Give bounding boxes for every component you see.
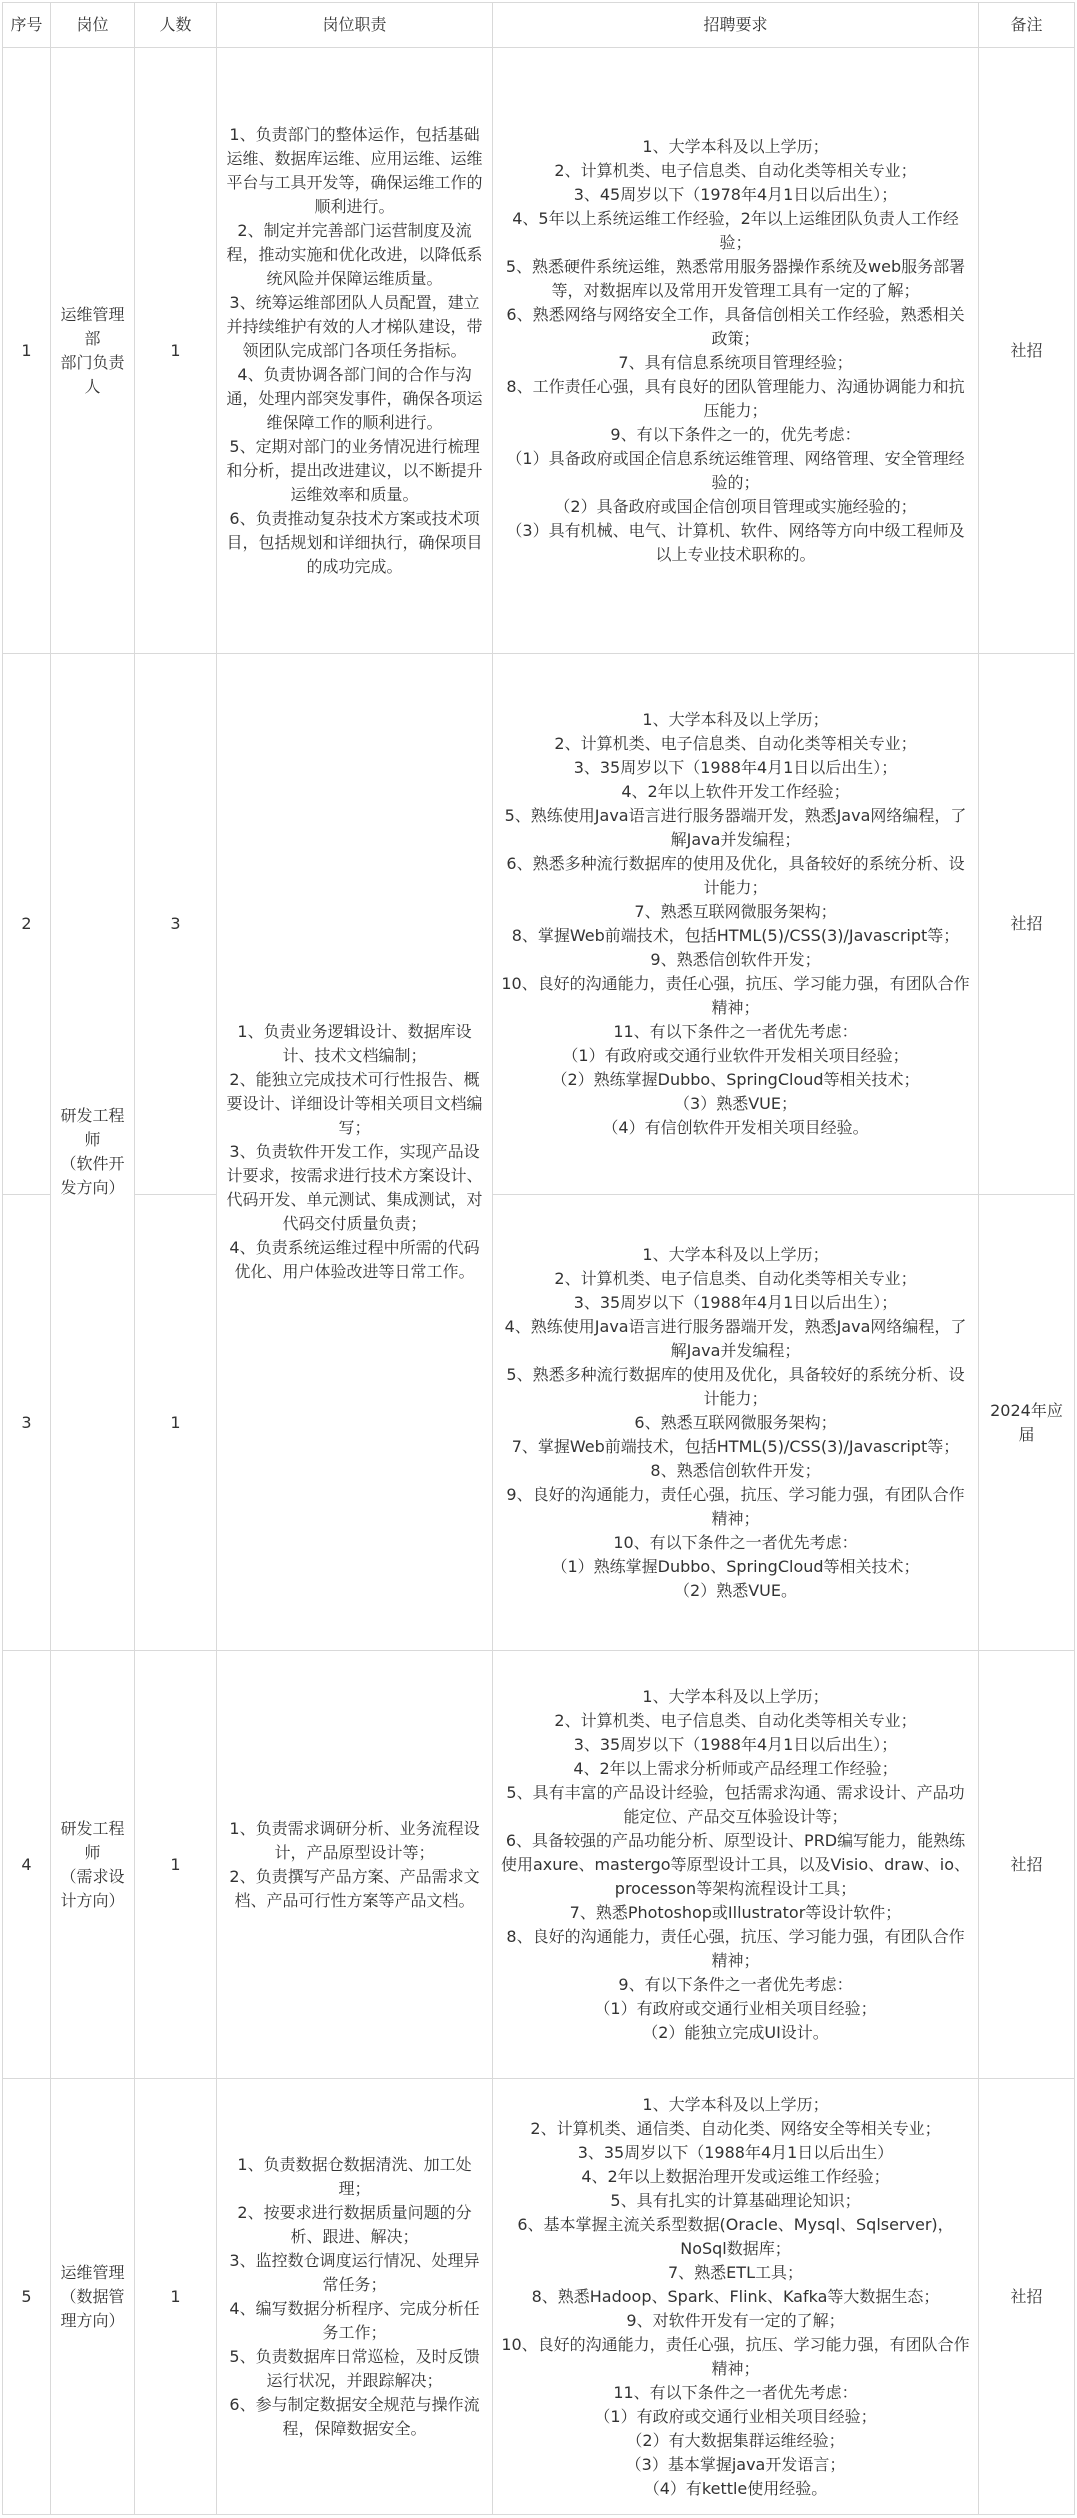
cell-line: （3）熟悉VUE； [674,1094,797,1113]
row-position: 研发工程师 （需求设计方向） [51,1651,135,2079]
cell-line: 8、熟悉Hadoop、Spark、Flink、Kafka等大数据生态； [531,2286,940,2306]
cell-line: 9、对软件开发有一定的了解； [626,2310,845,2330]
header-position: 岗位 [51,3,135,48]
cell-line: 6、基本掌握主流关系型数据(Oracle、Mysql、Sqlserver)，NoSql数据库； [517,2214,954,2258]
cell-line: 4、熟练使用Java语言进行服务器端开发，熟悉Java网络编程，了解Java并发编程； [504,1316,967,1360]
row-duties [217,48,493,654]
row-duties [217,1651,493,2079]
cell-line: 11、有以下条件之一者优先考虑： [613,1022,858,1041]
cell-line: 5、熟悉多种流行数据库的使用及优化，具备较好的系统分析、设计能力； [506,1364,965,1408]
row-no: 3 [3,1195,51,1651]
cell-line: 5、具有扎实的计算基础理论知识； [610,2190,861,2210]
cell-line: （3）基本掌握java开发语言； [625,2454,846,2474]
row-duties [217,654,493,1651]
table-row [3,48,1075,654]
cell-line: 7、熟悉ETL工具； [668,2262,803,2282]
header-row [3,3,1075,48]
cell-line: 11、有以下条件之一者优先考虑： [613,2382,858,2402]
cell-line: 2、计算机类、电子信息类、自动化类等相关专业； [554,734,917,753]
cell-line: 9、良好的沟通能力，责任心强，抗压、学习能力强，有团队合作精神； [506,1484,965,1528]
cell-line: 1、大学本科及以上学历； [642,1686,829,1706]
cell-line: 3、负责软件开发工作，实现产品设计要求，按需求进行技术方案设计、代码开发、单元测试、集成测试，对代码交付质量负责； [226,1142,483,1233]
cell-line: 2、负责撰写产品方案、产品需求文档、产品可行性方案等产品文档。 [229,1866,480,1910]
row-position: 运维管理部 部门负责人 [51,48,135,654]
cell-line: 6、熟悉互联网微服务架构； [634,1412,837,1432]
cell-line: 2、能独立完成技术可行性报告、概要设计、详细设计等相关项目文档编写； [226,1070,483,1137]
cell-line: 4、2年以上软件开发工作经验； [621,782,850,801]
cell-line: （1）熟练掌握Dubbo、SpringCloud等相关技术； [551,1556,920,1576]
table-row [3,654,1075,1195]
header-count: 人数 [135,3,217,48]
cell-line: （4）有kettle使用经验。 [643,2478,828,2498]
cell-line: 5、熟练使用Java语言进行服务器端开发，熟悉Java网络编程，了解Java并发编程； [504,806,967,849]
row-no: 4 [3,1651,51,2079]
cell-line: 7、具有信息系统项目管理经验； [618,352,853,372]
cell-line: 9、有以下条件之一者优先考虑： [618,1974,853,1994]
row-duties [217,2079,493,2515]
cell-line: 1、大学本科及以上学历； [642,710,829,729]
cell-line: 5、具有丰富的产品设计经验，包括需求沟通、需求设计、产品功能定位、产品交互体验设计等； [506,1782,965,1826]
cell-line: 5、定期对部门的业务情况进行梳理和分析，提出改进建议，以不断提升运维效率和质量。 [226,436,483,504]
cell-line: 10、有以下条件之一者优先考虑： [613,1532,858,1552]
cell-line: （3）具有机械、电气、计算机、软件、网络等方向中级工程师及以上专业技术职称的。 [506,520,965,564]
cell-line: 4、编写数据分析程序、完成分析任务工作； [229,2298,480,2342]
row-position: 研发工程师 （软件开发方向） [51,654,135,1651]
row-requirements [493,1195,979,1651]
cell-line: 7、掌握Web前端技术，包括HTML(5)/CSS(3)/Javascript等； [511,1436,960,1456]
cell-line: （2）熟悉VUE。 [674,1580,797,1600]
row-requirements [493,1651,979,2079]
cell-line: 3、45周岁以下（1978年4月1日以后出生）； [573,184,898,204]
row-note: 社招 [979,2079,1075,2515]
cell-line: （2）有大数据集群运维经验； [626,2430,845,2450]
cell-line: 4、5年以上系统运维工作经验，2年以上运维团队负责人工作经验； [512,208,959,252]
row-count: 1 [135,48,217,654]
cell-line: 1、负责需求调研分析、业务流程设计，产品原型设计等； [229,1818,480,1862]
cell-line: 8、熟悉信创软件开发； [650,1460,821,1480]
cell-line: 8、良好的沟通能力，责任心强，抗压、学习能力强，有团队合作精神； [506,1926,965,1970]
cell-line: 6、参与制定数据安全规范与操作流程，保障数据安全。 [229,2394,480,2438]
cell-line: （1）有政府或交通行业软件开发相关项目经验； [562,1046,909,1065]
row-requirements [493,654,979,1195]
cell-line: 1、负责数据仓数据清洗、加工处理； [237,2154,472,2198]
cell-line: 6、具备较强的产品功能分析、原型设计、PRD编写能力，能熟练使用axure、mastergo等原型设计工具，以及Visio、draw、io、processon等架构流程设计工具； [500,1830,971,1898]
cell-line: 2、按要求进行数据质量问题的分析、跟进、解决； [237,2202,472,2246]
cell-line: （1）有政府或交通行业相关项目经验； [594,2406,877,2426]
cell-line: （4）有信创软件开发相关项目经验。 [602,1118,869,1137]
header-note: 备注 [979,3,1075,48]
recruitment-table [2,2,1075,2515]
row-count: 1 [135,2079,217,2515]
cell-line: 2、计算机类、电子信息类、自动化类等相关专业； [554,1710,917,1730]
cell-line: 1、大学本科及以上学历； [642,2094,829,2114]
row-note: 社招 [979,48,1075,654]
table-row [3,2079,1075,2515]
cell-line: 1、大学本科及以上学历； [642,136,829,156]
row-note: 社招 [979,1651,1075,2079]
cell-line: 5、负责数据库日常巡检，及时反馈运行状况，并跟踪解决； [229,2346,480,2390]
cell-line: 3、统筹运维部团队人员配置，建立并持续维护有效的人才梯队建设，带领团队完成部门各项任务指标。 [226,292,483,360]
row-no: 1 [3,48,51,654]
table-row [3,1195,1075,1651]
cell-line: 2、计算机类、通信类、自动化类、网络安全等相关专业； [530,2118,941,2138]
cell-line: （1）具备政府或国企信息系统运维管理、网络管理、安全管理经验的； [506,448,965,492]
cell-line: 3、监控数仓调度运行情况、处理异常任务； [229,2250,480,2294]
row-position: 运维管理 （数据管理方向） [51,2079,135,2515]
row-count: 1 [135,1651,217,2079]
cell-line: 7、熟悉Photoshop或Illustrator等设计软件； [569,1902,902,1922]
cell-line: 10、良好的沟通能力，责任心强，抗压、学习能力强，有团队合作精神； [501,974,970,1017]
cell-line: （1）有政府或交通行业相关项目经验； [594,1998,877,2018]
row-requirements [493,2079,979,2515]
cell-line: 9、熟悉信创软件开发； [650,950,821,969]
cell-line: 4、负责协调各部门间的合作与沟通，处理内部突发事件，确保各项运维保障工作的顺利进行。 [226,364,483,432]
cell-line: （2）能独立完成UI设计。 [642,2022,829,2042]
cell-line: 1、负责部门的整体运作，包括基础运维、数据库运维、应用运维、运维平台与工具开发等，确保运维工作的顺利进行。 [226,124,483,216]
cell-line: （2）熟练掌握Dubbo、SpringCloud等相关技术； [551,1070,920,1089]
cell-line: 3、35周岁以下（1988年4月1日以后出生）； [573,1292,898,1312]
cell-line: 9、有以下条件之一的，优先考虑： [610,424,861,444]
row-no: 2 [3,654,51,1195]
row-count: 1 [135,1195,217,1651]
header-no: 序号 [3,3,51,48]
row-note: 2024年应届 [979,1195,1075,1651]
cell-line: 4、负责系统运维过程中所需的代码优化、用户体验改进等日常工作。 [229,1238,480,1281]
cell-line: 8、工作责任心强，具有良好的团队管理能力、沟通协调能力和抗压能力； [506,376,965,420]
cell-line: 6、熟悉网络与网络安全工作，具备信创相关工作经验，熟悉相关政策； [506,304,965,348]
cell-line: 6、负责推动复杂技术方案或技术项目，包括规划和详细执行，确保项目的成功完成。 [226,508,483,576]
header-requirements: 招聘要求 [493,3,979,48]
cell-line: （2）具备政府或国企信创项目管理或实施经验的； [554,496,917,516]
cell-line: 1、负责业务逻辑设计、数据库设计、技术文档编制； [237,1022,472,1065]
row-note: 社招 [979,654,1075,1195]
row-no: 5 [3,2079,51,2515]
cell-line: 4、2年以上需求分析师或产品经理工作经验； [573,1758,898,1778]
header-duties: 岗位职责 [217,3,493,48]
row-requirements [493,48,979,654]
row-count: 3 [135,654,217,1195]
cell-line: 3、35周岁以下（1988年4月1日以后出生） [577,2142,894,2162]
cell-line: 1、大学本科及以上学历； [642,1244,829,1264]
cell-line: 10、良好的沟通能力，责任心强，抗压、学习能力强，有团队合作精神； [501,2334,970,2378]
cell-line: 2、计算机类、电子信息类、自动化类等相关专业； [554,1268,917,1288]
cell-line: 3、35周岁以下（1988年4月1日以后出生）； [573,1734,898,1754]
cell-line: 6、熟悉多种流行数据库的使用及优化，具备较好的系统分析、设计能力； [506,854,965,897]
cell-line: 5、熟悉硬件系统运维，熟悉常用服务器操作系统及web服务部署等，对数据库以及常用开发管理工具有一定的了解； [505,256,966,300]
cell-line: 8、掌握Web前端技术，包括HTML(5)/CSS(3)/Javascript等； [511,926,960,945]
table-row [3,1651,1075,2079]
cell-line: 4、2年以上数据治理开发或运维工作经验； [581,2166,890,2186]
cell-line: 3、35周岁以下（1988年4月1日以后出生）； [573,758,898,777]
cell-line: 2、制定并完善部门运营制度及流程，推动实施和优化改进，以降低系统风险并保障运维质量。 [226,220,483,288]
cell-line: 2、计算机类、电子信息类、自动化类等相关专业； [554,160,917,180]
cell-line: 7、熟悉互联网微服务架构； [634,902,837,921]
